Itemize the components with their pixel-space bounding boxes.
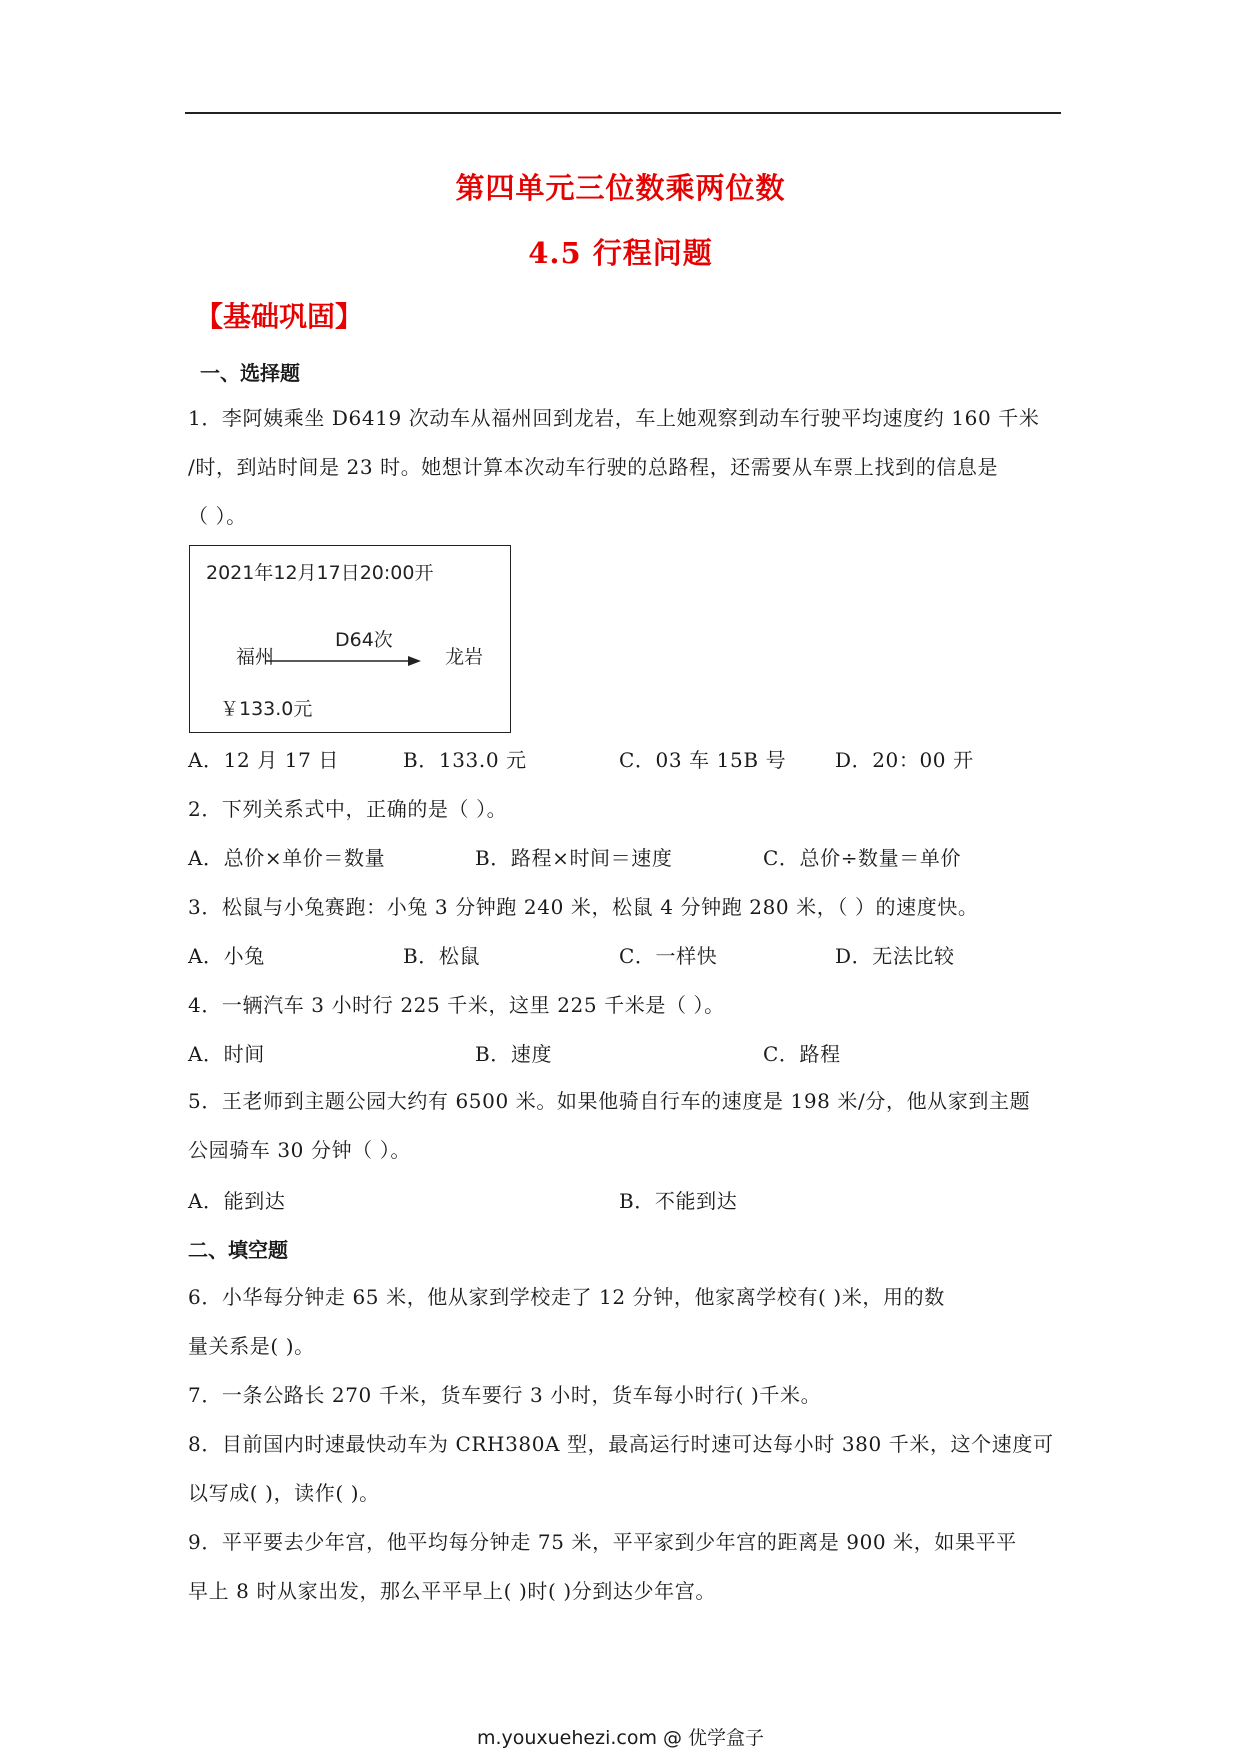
question-5-line1: 5．王老师到主题公园大约有 6500 米。如果他骑自行车的速度是 198 米/分，他从家到主题: [188, 1089, 1031, 1113]
footer-watermark: m.youxuehezi.com @ 优学盒子: [476, 1727, 765, 1749]
question-1-line1: 1．李阿姨乘坐 D6419 次动车从福州回到龙岩，车上她观察到动车行驶平均速度约 160 千米: [188, 406, 1040, 430]
question-6-line2: 量关系是( )。: [188, 1334, 315, 1358]
question-7-line1: 7．一条公路长 270 千米，货车要行 3 小时，货车每小时行( )千米。: [188, 1383, 822, 1407]
question-8-line1: 8．目前国内时速最快动车为 CRH380A 型，最高运行时速可达每小时 380 千米，这个速度可: [188, 1432, 1054, 1456]
question-9-line1: 9．平平要去少年宫，他平均每分钟走 75 米，平平家到少年宫的距离是 900 米，如果平平: [188, 1530, 1017, 1554]
question-6-line1: 6．小华每分钟走 65 米，他从家到学校走了 12 分钟，他家离学校有( )米，用的数: [188, 1285, 945, 1309]
q5-option-b: B．不能到达: [619, 1189, 738, 1213]
ticket-datetime: 2021年12月17日20:00开: [206, 562, 434, 584]
header-rule: [185, 112, 1061, 114]
question-5: [188, 1077, 1058, 1175]
ticket-from-station: 福州: [236, 646, 275, 668]
train-ticket-image: [189, 545, 511, 733]
ticket-price: ￥133.0元: [220, 698, 313, 720]
question-7: [188, 1371, 1058, 1420]
q2-option-b: B．路程×时间＝速度: [475, 846, 673, 870]
q1-option-d: D．20：00 开: [835, 748, 974, 772]
q5-option-a: A．能到达: [188, 1189, 286, 1213]
question-5-line2: 公园骑车 30 分钟（ ）。: [188, 1138, 411, 1162]
q2-option-c: C．总价÷数量＝单价: [763, 846, 962, 870]
section-label: 【基础巩固】: [195, 300, 364, 333]
question-9: [188, 1518, 1058, 1616]
q4-option-a: A．时间: [188, 1042, 265, 1066]
part2-heading: 二、填空题: [188, 1238, 288, 1262]
part1-heading: 一、选择题: [200, 361, 300, 385]
question-2: 2．下列关系式中，正确的是（ ）。: [188, 797, 508, 821]
question-1-line3: （ ）。: [188, 504, 247, 528]
page-subtitle: 4.5 行程问题: [528, 236, 713, 270]
q3-option-a: A．小兔: [188, 944, 265, 968]
question-8-line2: 以写成( )，读作( )。: [188, 1481, 380, 1505]
q1-option-a: A．12 月 17 日: [188, 748, 340, 772]
q4-option-c: C．路程: [763, 1042, 841, 1066]
q3-option-d: D．无法比较: [835, 944, 955, 968]
question-8: [188, 1420, 1058, 1518]
question-4: 4．一辆汽车 3 小时行 225 千米，这里 225 千米是（ ）。: [188, 993, 725, 1017]
q1-option-c: C．03 车 15B 号: [619, 748, 787, 772]
q3-option-c: C．一样快: [619, 944, 718, 968]
question-1: [188, 394, 1058, 541]
question-6: [188, 1273, 1058, 1371]
ticket-train-number: D64次: [335, 629, 393, 651]
question-1-line2: /时，到站时间是 23 时。她想计算本次动车行驶的总路程，还需要从车票上找到的信息是: [188, 455, 999, 479]
q2-option-a: A．总价×单价＝数量: [188, 846, 386, 870]
q4-option-b: B．速度: [475, 1042, 553, 1066]
page-title: 第四单元三位数乘两位数: [455, 171, 786, 205]
ticket-to-station: 龙岩: [445, 646, 484, 668]
ticket-arrow-icon: [266, 653, 422, 669]
q3-option-b: B．松鼠: [403, 944, 481, 968]
q1-option-b: B．133.0 元: [403, 748, 527, 772]
question-9-line2: 早上 8 时从家出发，那么平平早上( )时( )分到达少年宫。: [188, 1579, 716, 1603]
question-3: 3．松鼠与小兔赛跑：小兔 3 分钟跑 240 米，松鼠 4 分钟跑 280 米，（ ）的速度快。: [188, 895, 979, 919]
